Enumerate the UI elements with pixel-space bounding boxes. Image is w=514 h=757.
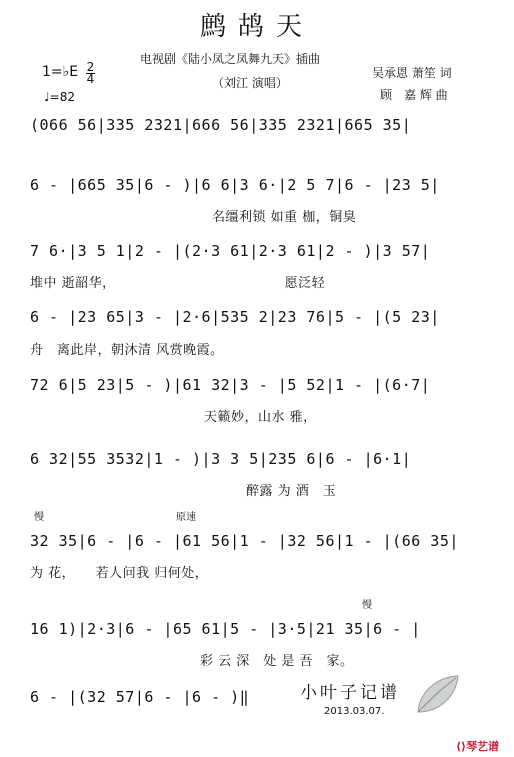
- lyricist: 吴承恩 萧笙 词: [372, 66, 452, 80]
- watermark-logo: [456, 738, 499, 754]
- lyric-line-5: 天籁妙，山水 雅，: [204, 410, 317, 425]
- transcription-date: 2013.03.07.: [324, 706, 385, 717]
- original-tempo-marking: 原速: [176, 512, 196, 523]
- score-line-1: (066 56|335 2321|666 56|335 2321|665 35|: [30, 116, 412, 134]
- score-line-7: 32 35|6 - |6 - |61 56|1 - |32 56|1 - |(66 35|: [30, 532, 459, 550]
- lyric-line-4: 舟 离此岸，朝沐清 风赏晚霞。: [30, 343, 224, 358]
- performer: （刘江 演唱）: [212, 76, 288, 90]
- song-subtitle: 电视剧《陆小凤之凤舞九天》插曲: [140, 52, 321, 66]
- score-line-3: 7 6·|3 5 1|2 - |(2·3 61|2·3 61|2 - )|3 57|: [30, 242, 431, 260]
- tempo-marking: ♩=82: [44, 90, 75, 104]
- lyric-line-3: 堆中 逝韶华， 愿泛轻: [30, 276, 326, 291]
- song-title: 鹧鸪天: [199, 12, 314, 42]
- leaf-icon: [412, 672, 462, 718]
- time-signature-bottom: 4: [86, 72, 95, 86]
- lyric-line-6: 醉露 为 酒 玉: [246, 484, 337, 499]
- slow-marking-1: 慢: [34, 512, 44, 523]
- time-signature-top: 2: [86, 60, 95, 74]
- slow-marking-2: 慢: [362, 600, 372, 611]
- score-line-8: 16 1)|2·3|6 - |65 61|5 - |3·5|21 35|6 - |: [30, 620, 421, 638]
- score-line-4: 6 - |23 65|3 - |2·6|535 2|23 76|5 - |(5 23|: [30, 308, 440, 326]
- transcriber-signature: 小叶子记谱: [300, 683, 400, 703]
- lyric-line-2: 名缰利锁 如重 枷，铜臭: [212, 210, 357, 225]
- time-signature: [86, 62, 95, 85]
- lyric-line-7: 为 花， 若人问我 归何处，: [30, 566, 209, 581]
- score-line-2: 6 - |665 35|6 - )|6 6|3 6·|2 5 7|6 - |23 5|: [30, 176, 440, 194]
- watermark-logo-icon: ⟨⟩: [456, 740, 467, 753]
- watermark-text: 琴艺谱: [466, 740, 500, 753]
- composer: 顾 嘉 辉 曲: [380, 88, 448, 102]
- lyric-line-8: 彩 云 深 处 是 吾 家。: [200, 654, 354, 669]
- score-line-9: 6 - |(32 57|6 - |6 - )‖: [30, 688, 250, 706]
- score-line-6: 6 32|55 3532|1 - )|3 3 5|235 6|6 - |6·1|: [30, 450, 412, 468]
- score-line-5: 72 6|5 23|5 - )|61 32|3 - |5 52|1 - |(6·7|: [30, 376, 431, 394]
- key-signature: 1=♭E: [42, 64, 79, 80]
